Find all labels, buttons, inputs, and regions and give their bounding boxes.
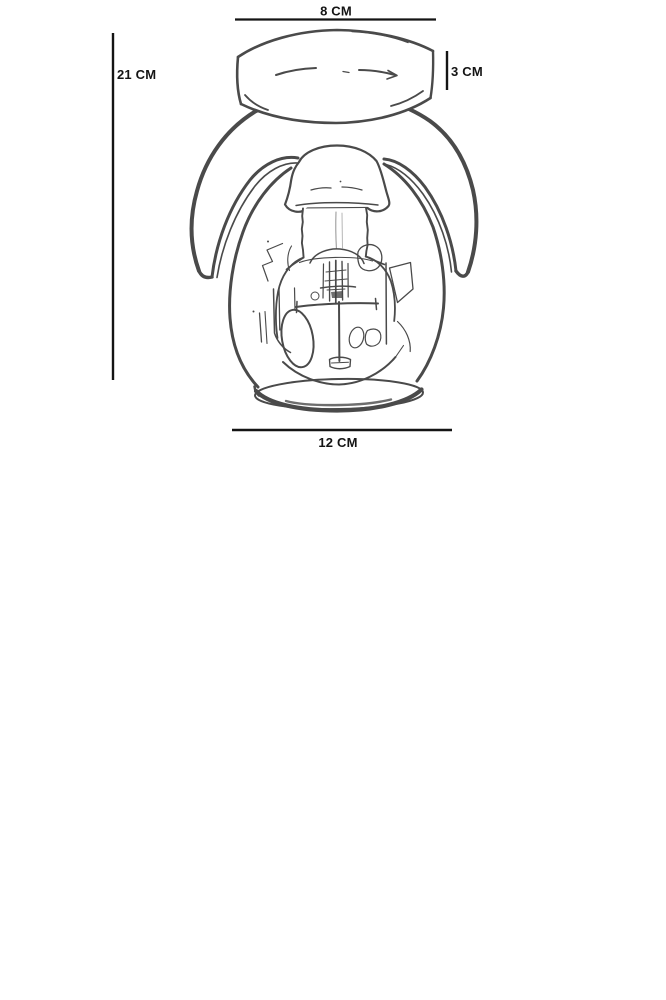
bell-speck [340, 181, 342, 183]
lower-left-strip-1 [260, 313, 262, 342]
cage-wire-1 [323, 264, 324, 298]
dim-right-height-label: 3 CM [451, 64, 483, 79]
rim-front-thick-arc [256, 390, 422, 411]
bell-bottom-wavy-line [296, 203, 378, 206]
rim-inner-shade-arc [286, 400, 391, 406]
left-angular-sketch [263, 244, 283, 282]
bulb-base-line [332, 362, 349, 363]
dim-left-height-label: 21 CM [117, 67, 157, 82]
bell-sketch-dash-2 [342, 187, 362, 190]
bulb-right-edge [366, 257, 395, 322]
shade-rim [255, 378, 424, 411]
filament-bulb [253, 241, 414, 385]
cage-dark-blob [331, 291, 343, 298]
bell-sketch-dash-1 [311, 188, 331, 190]
right-diag-sketch-1 [398, 322, 411, 352]
lower-left-strip-2 [265, 312, 267, 344]
dim-top-width-label: 8 CM [320, 3, 352, 19]
ceiling-canopy [237, 30, 433, 123]
right-blob-1 [347, 326, 366, 350]
dim-bottom-width-label: 12 CM [318, 435, 358, 450]
interior-small-circle [311, 292, 319, 300]
upper-cross-line [321, 286, 356, 288]
neck-inner-line-1 [336, 212, 337, 249]
speck-2 [267, 241, 269, 243]
crossbar-right-tick [376, 299, 377, 310]
speck-1 [253, 311, 255, 313]
filament-crossbar [296, 303, 378, 307]
left-short-line [295, 288, 296, 310]
glass-highlight-ellipse [277, 307, 318, 370]
left-wire-strip-2 [279, 288, 280, 330]
right-blob-2 [365, 329, 381, 346]
right-quad-shape [390, 263, 414, 303]
right-diag-sketch-2 [394, 346, 404, 361]
